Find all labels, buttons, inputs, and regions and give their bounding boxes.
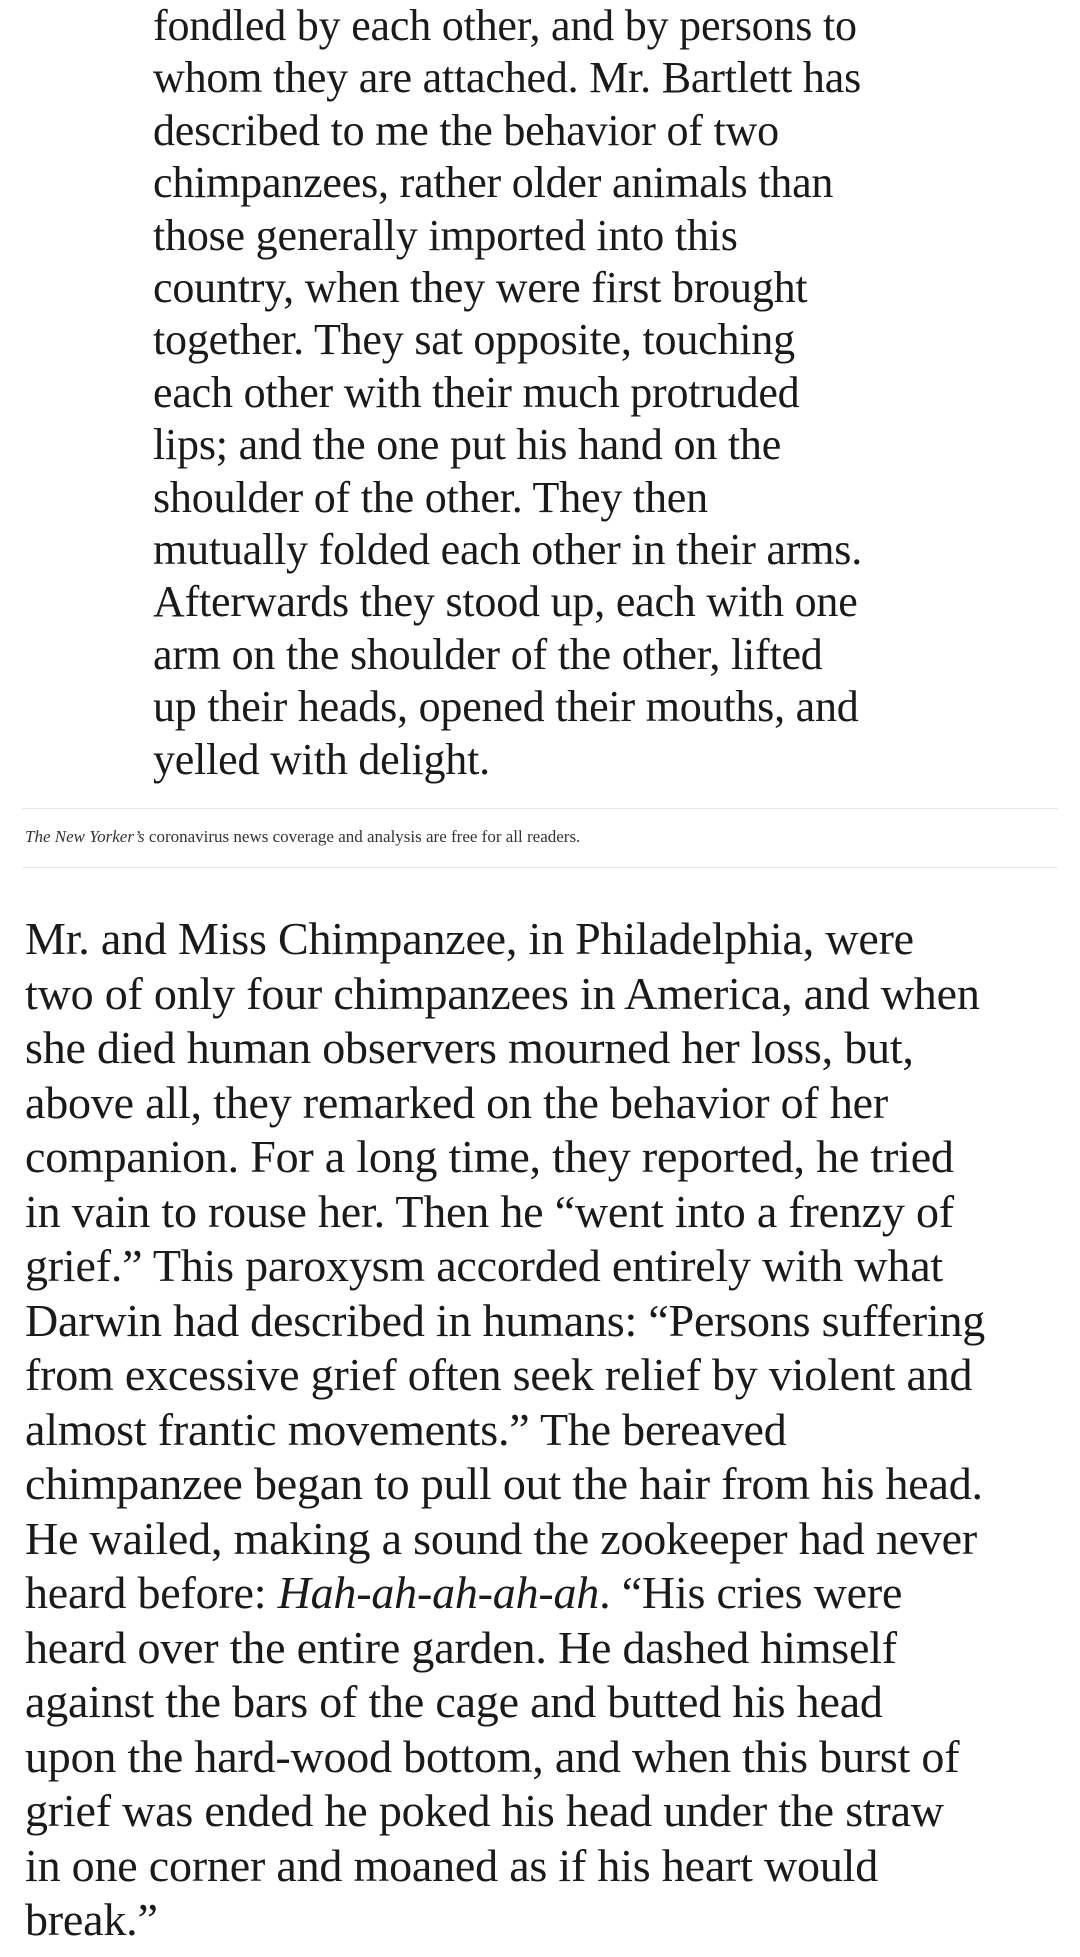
body-line: from excessive grief often seek relief by violent and <box>25 1349 973 1400</box>
body-line: grief was ended he poked his head under the straw <box>25 1785 944 1836</box>
quote-line: whom they are attached. Mr. Bartlett has <box>153 53 861 103</box>
quote-line: mutually folded each other in their arms. <box>153 525 863 575</box>
body-line-prefix: heard before: <box>25 1567 278 1618</box>
body-line: He wailed, making a sound the zookeeper had never <box>25 1512 977 1564</box>
quote-line: described to me the behavior of two <box>153 105 779 155</box>
quote-line: arm on the shoulder of the other, lifted <box>153 629 823 679</box>
quote-line: chimpanzees, rather older animals than <box>153 158 834 208</box>
quote-line: Afterwards they stood up, each with one <box>153 577 858 627</box>
quote-line: each other with their much protruded <box>153 367 800 417</box>
body-line: break.” <box>25 1894 158 1945</box>
promo-publication: The New Yorker’s <box>25 827 145 846</box>
body-line: in vain to rouse her. Then he “went into a frenzy of <box>25 1185 954 1237</box>
body-line: heard over the entire garden. He dashed himself <box>25 1621 897 1673</box>
promo-banner[interactable] <box>25 826 580 848</box>
body-line: in one corner and moaned as if his heart would <box>25 1839 879 1891</box>
body-line: she died human observers mourned her loss, but, <box>25 1022 914 1073</box>
body-line: grief.” This paroxysm accorded entirely with what <box>25 1240 943 1291</box>
block-quote-paragraph <box>153 0 1053 786</box>
quote-line: up their heads, opened their mouths, and <box>153 682 859 732</box>
body-line: Darwin had described in humans: “Persons suffering <box>25 1294 986 1346</box>
quote-line: those generally imported into this <box>153 210 738 260</box>
block-quote <box>153 0 1053 786</box>
quote-line: fondled by each other, and by persons to <box>153 1 857 50</box>
body-line-suffix: . “His cries were <box>599 1567 903 1618</box>
chimp-cry-italic: Hah-ah-ah-ah-ah <box>277 1567 600 1618</box>
quote-line: country, when they were first brought <box>153 263 808 313</box>
body-line: against the bars of the cage and butted his head <box>25 1676 883 1727</box>
body-line: upon the hard-wood bottom, and when this burst of <box>25 1730 960 1782</box>
promo-text: coronavirus news coverage and analysis are free for all readers. <box>144 827 581 846</box>
quote-line: yelled with delight. <box>153 734 490 784</box>
divider-top <box>22 808 1058 809</box>
body-line: Mr. and Miss Chimpanzee, in Philadelphia, were <box>25 913 914 964</box>
body-line: above all, they remarked on the behavior of her <box>25 1076 888 1128</box>
body-line: chimpanzee began to pull out the hair from his head. <box>25 1458 983 1509</box>
quote-line: lips; and the one put his hand on the <box>153 420 782 470</box>
body-line: almost frantic movements.” The bereaved <box>25 1403 787 1455</box>
body-line: companion. For a long time, they reported, he tried <box>25 1131 954 1182</box>
body-line-with-italic <box>25 1566 1075 1621</box>
body-line: two of only four chimpanzees in America, and when <box>25 967 980 1019</box>
quote-line: together. They sat opposite, touching <box>153 315 795 365</box>
quote-line: shoulder of the other. They then <box>153 472 708 522</box>
divider-bottom <box>22 867 1058 868</box>
body-paragraph <box>25 912 1075 1948</box>
